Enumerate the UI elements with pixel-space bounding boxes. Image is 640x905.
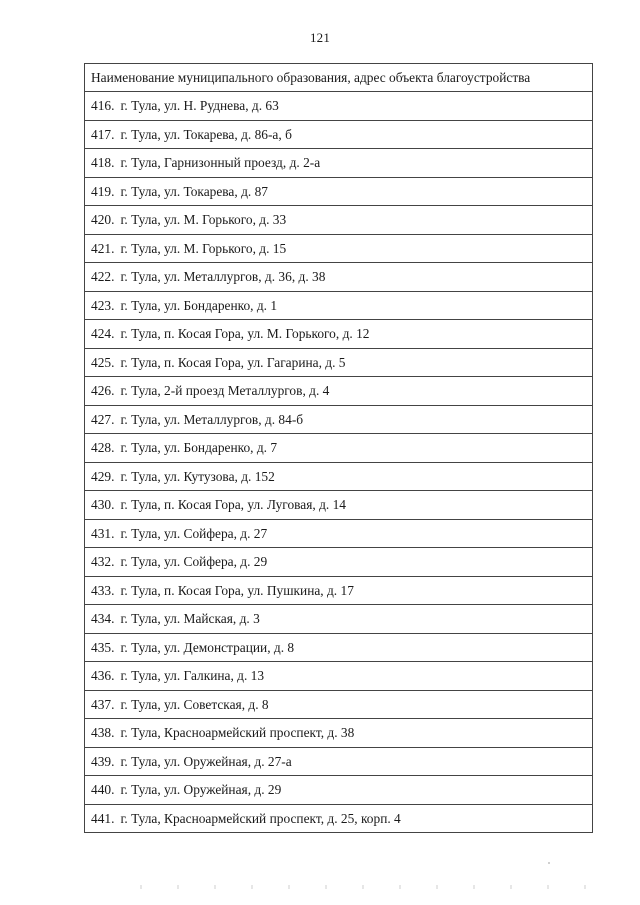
scan-artifact-dot xyxy=(548,862,550,864)
row-address: г. Тула, ул. Бондаренко, д. 1 xyxy=(120,297,278,313)
table-row xyxy=(85,92,593,121)
table-row xyxy=(85,633,593,662)
row-number: 424. xyxy=(91,326,115,342)
table-cell xyxy=(85,690,593,719)
row-address: г. Тула, ул. Советская, д. 8 xyxy=(120,696,269,712)
row-number: 419. xyxy=(91,183,115,199)
row-number: 438. xyxy=(91,725,115,741)
table-row xyxy=(85,519,593,548)
table-row xyxy=(85,719,593,748)
table-cell xyxy=(85,491,593,520)
table-cell xyxy=(85,177,593,206)
row-address: г. Тула, ул. Токарева, д. 87 xyxy=(120,183,268,199)
row-address: г. Тула, ул. М. Горького, д. 15 xyxy=(120,240,287,256)
table-row xyxy=(85,804,593,833)
table-row xyxy=(85,149,593,178)
table-row xyxy=(85,348,593,377)
row-address: г. Тула, 2-й проезд Металлургов, д. 4 xyxy=(120,383,330,399)
row-address: г. Тула, ул. Сойфера, д. 27 xyxy=(120,525,268,541)
row-number: 435. xyxy=(91,639,115,655)
table-header-row xyxy=(85,64,593,92)
table-row xyxy=(85,576,593,605)
row-number: 426. xyxy=(91,383,115,399)
row-number: 431. xyxy=(91,525,115,541)
table-cell xyxy=(85,149,593,178)
table-row xyxy=(85,548,593,577)
table-cell xyxy=(85,120,593,149)
table-row xyxy=(85,263,593,292)
row-address: г. Тула, Гарнизонный проезд, д. 2-а xyxy=(120,155,321,171)
table-row xyxy=(85,320,593,349)
row-address: г. Тула, Красноармейский проспект, д. 25, корп. 4 xyxy=(120,810,401,826)
row-number: 439. xyxy=(91,753,115,769)
table-cell xyxy=(85,405,593,434)
row-address: г. Тула, ул. Майская, д. 3 xyxy=(120,611,260,627)
table-cell xyxy=(85,263,593,292)
row-address: г. Тула, ул. Кутузова, д. 152 xyxy=(120,468,275,484)
table-row xyxy=(85,662,593,691)
table-row xyxy=(85,747,593,776)
table-row xyxy=(85,377,593,406)
row-number: 430. xyxy=(91,497,115,513)
row-address: г. Тула, п. Косая Гора, ул. Гагарина, д. 5 xyxy=(120,354,346,370)
row-number: 437. xyxy=(91,696,115,712)
address-table xyxy=(84,63,593,833)
address-table-body xyxy=(85,64,593,833)
table-cell xyxy=(85,291,593,320)
table-row xyxy=(85,605,593,634)
table-row xyxy=(85,434,593,463)
row-number: 434. xyxy=(91,611,115,627)
row-address: г. Тула, п. Косая Гора, ул. М. Горького, д. 12 xyxy=(120,326,370,342)
table-cell xyxy=(85,434,593,463)
row-address: г. Тула, Красноармейский проспект, д. 38 xyxy=(120,725,355,741)
table-cell xyxy=(85,804,593,833)
row-address: г. Тула, ул. Сойфера, д. 29 xyxy=(120,554,268,570)
table-cell xyxy=(85,548,593,577)
table-cell xyxy=(85,719,593,748)
row-number: 417. xyxy=(91,126,115,142)
row-number: 432. xyxy=(91,554,115,570)
table-row xyxy=(85,491,593,520)
row-number: 440. xyxy=(91,782,115,798)
row-number: 425. xyxy=(91,354,115,370)
table-row xyxy=(85,776,593,805)
row-address: г. Тула, ул. Металлургов, д. 36, д. 38 xyxy=(120,269,326,285)
table-row xyxy=(85,234,593,263)
table-row xyxy=(85,206,593,235)
row-number: 428. xyxy=(91,440,115,456)
table-cell xyxy=(85,776,593,805)
scan-artifact-line xyxy=(140,885,610,889)
table-cell xyxy=(85,747,593,776)
row-address: г. Тула, п. Косая Гора, ул. Пушкина, д. 17 xyxy=(120,582,354,598)
table-cell xyxy=(85,234,593,263)
table-row xyxy=(85,690,593,719)
row-number: 436. xyxy=(91,668,115,684)
row-address: г. Тула, ул. Галкина, д. 13 xyxy=(120,668,265,684)
row-number: 429. xyxy=(91,468,115,484)
row-number: 420. xyxy=(91,212,115,228)
table-cell xyxy=(85,377,593,406)
row-address: г. Тула, ул. Демонстрации, д. 8 xyxy=(120,639,295,655)
row-number: 441. xyxy=(91,810,115,826)
table-cell xyxy=(85,633,593,662)
table-row xyxy=(85,120,593,149)
row-number: 416. xyxy=(91,98,115,114)
row-address: г. Тула, ул. М. Горького, д. 33 xyxy=(120,212,287,228)
table-cell xyxy=(85,462,593,491)
row-address: г. Тула, ул. Оружейная, д. 27-а xyxy=(120,753,292,769)
row-number: 433. xyxy=(91,582,115,598)
table-cell xyxy=(85,348,593,377)
row-address: г. Тула, ул. Оружейная, д. 29 xyxy=(120,782,282,798)
row-number: 422. xyxy=(91,269,115,285)
table-row xyxy=(85,177,593,206)
table-cell xyxy=(85,320,593,349)
row-number: 423. xyxy=(91,297,115,313)
row-number: 418. xyxy=(91,155,115,171)
table-cell xyxy=(85,605,593,634)
table-cell xyxy=(85,576,593,605)
table-cell xyxy=(85,206,593,235)
table-row xyxy=(85,462,593,491)
row-number: 421. xyxy=(91,240,115,256)
row-address: г. Тула, ул. Токарева, д. 86-а, б xyxy=(120,126,292,142)
table-cell xyxy=(85,519,593,548)
row-number: 427. xyxy=(91,411,115,427)
table-row xyxy=(85,291,593,320)
table-cell xyxy=(85,662,593,691)
row-address: г. Тула, ул. Н. Руднева, д. 63 xyxy=(120,98,279,114)
row-address: г. Тула, ул. Бондаренко, д. 7 xyxy=(120,440,278,456)
table-header-cell: Наименование муниципального образования, адрес объекта благоустройства xyxy=(85,64,593,92)
table-row xyxy=(85,405,593,434)
page-number: 121 xyxy=(309,30,331,45)
row-address: г. Тула, п. Косая Гора, ул. Луговая, д. 14 xyxy=(120,497,346,513)
row-address: г. Тула, ул. Металлургов, д. 84-б xyxy=(120,411,304,427)
table-cell xyxy=(85,92,593,121)
